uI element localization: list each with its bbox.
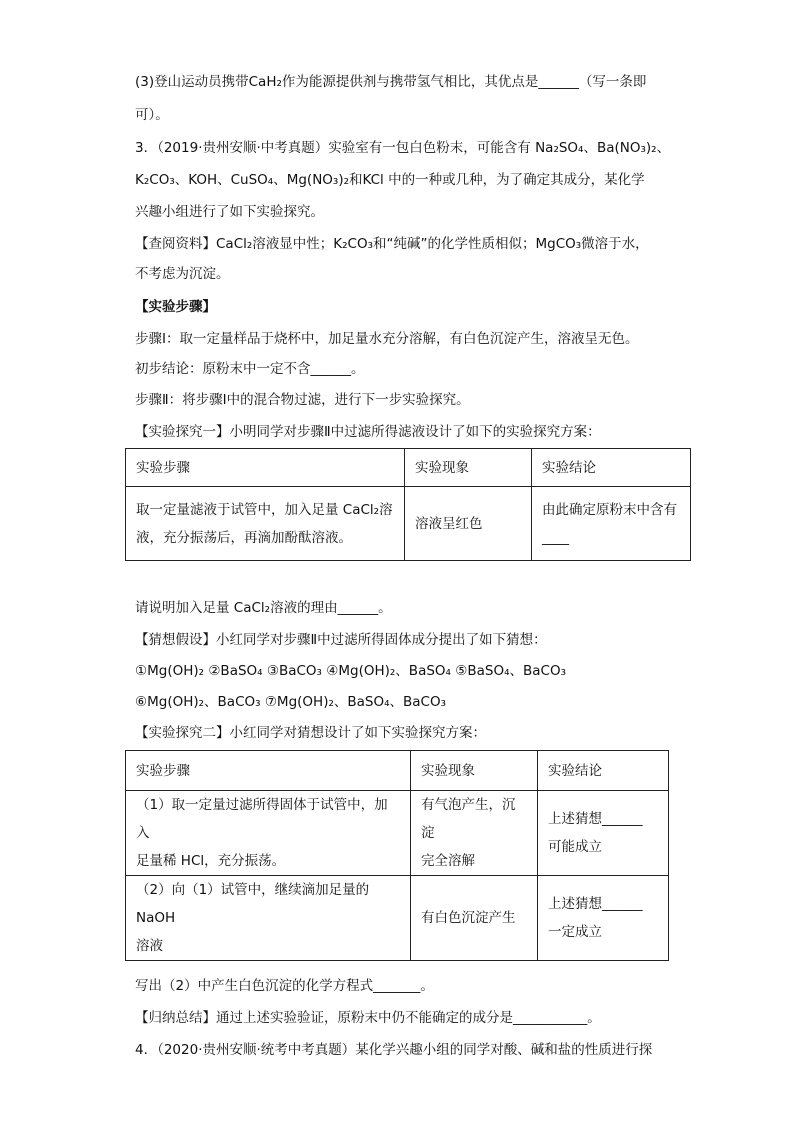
q3-item3-line-b: 可）。 — [135, 107, 169, 123]
table2-header-phenomenon: 实验现象 — [411, 751, 538, 791]
table2-row1-phen-b: 完全溶解 — [421, 853, 475, 869]
table1-conclusion-line-b: ____ — [542, 529, 569, 546]
hypothesis-list-a: ①Mg(OH)₂ ②BaSO₄ ③BaCO₃ ④Mg(OH)₂、BaSO₄ ⑤BaSO₄、BaCO₃ — [135, 663, 566, 679]
q3-item3-line-a: (3)登山运动员携带CaH₂作为能源提供剂与携带氢气相比，其优点是______（写一条即 — [135, 74, 647, 90]
table1-conclusion-cell — [532, 487, 691, 561]
table2-row1-step-a: （1）取一定量过滤所得固体于试管中，加入 — [136, 797, 388, 841]
table2-row2-conc-a: 上述猜想______ — [548, 896, 643, 912]
table2-row2-phenomenon-cell: 有白色沉淀产生 — [411, 876, 538, 961]
explore2-heading: 【实验探究二】小红同学对猜想设计了如下实验探究方案： — [135, 725, 486, 741]
q3-intro-line-a: 3．（2019·贵州安顺·中考真题）实验室有一包白色粉末，可能含有 Na₂SO₄、Ba(NO₃)₂、 — [135, 140, 671, 156]
table2-row1-step-cell — [126, 791, 411, 876]
table2-row1-conc-b: 可能成立 — [548, 839, 602, 855]
hypothesis-list-b: ⑥Mg(OH)₂、BaCO₃ ⑦Mg(OH)₂、BaSO₄、BaCO₃ — [135, 694, 447, 710]
q3-intro-line-b: K₂CO₃、KOH、CuSO₄、Mg(NO₃)₂和KCl 中的一种或几种，为了确定其成分，某化学 — [135, 172, 645, 188]
experiment-table-2 — [125, 750, 669, 961]
table1-step-cell — [126, 487, 405, 561]
hypothesis-heading: 【猜想假设】小红同学对步骤Ⅱ中过滤所得固体成分提出了如下猜想： — [135, 632, 547, 648]
explore1-heading: 【实验探究一】小明同学对步骤Ⅱ中过滤所得滤液设计了如下的实验探究方案： — [135, 424, 601, 440]
table2-row1-conclusion-cell — [538, 791, 669, 876]
equation-line: 写出（2）中产生白色沉淀的化学方程式_______。 — [135, 978, 434, 994]
step2-line: 步骤Ⅱ：将步骤Ⅰ中的混合物过滤，进行下一步实验探究。 — [135, 392, 470, 408]
table2-row2-step-a: （2）向（1）试管中，继续滴加足量的 NaOH — [136, 882, 370, 926]
table2-row1-phen-a: 有气泡产生，沉淀 — [421, 797, 516, 841]
table2-row2-step-b: 溶液 — [136, 938, 163, 954]
table2-row1-step-b: 足量稀 HCl，充分振荡。 — [136, 853, 286, 869]
table1-step-line-a: 取一定量滤液于试管中，加入足量 CaCl₂溶 — [136, 501, 393, 518]
table1-phenomenon-cell: 溶液呈红色 — [405, 487, 532, 561]
table2-row2-conclusion-cell — [538, 876, 669, 961]
table1-conclusion-line-a: 由此确定原粉末中含有 — [542, 501, 677, 518]
info-line-a: 【查阅资料】CaCl₂溶液显中性；K₂CO₃和“纯碱”的化学性质相似；MgCO₃微溶于水， — [135, 236, 649, 252]
experiment-table-1 — [125, 448, 691, 561]
table2-header-step: 实验步骤 — [126, 751, 411, 791]
reason-line: 请说明加入足量 CaCl₂溶液的理由______。 — [135, 600, 392, 616]
table1-header-phenomenon: 实验现象 — [405, 449, 532, 487]
info-line-b: 不考虑为沉淀。 — [135, 266, 230, 282]
table2-row1-phenomenon-cell — [411, 791, 538, 876]
table2-row2-step-cell — [126, 876, 411, 961]
steps-heading: 【实验步骤】 — [135, 299, 216, 315]
table1-step-line-b: 液，充分振荡后，再滴加酚酞溶液。 — [136, 529, 352, 546]
q4-line: 4．（2020·贵州安顺·统考中考真题）某化学兴趣小组的同学对酸、碱和盐的性质进行探 — [135, 1042, 653, 1058]
conclusion1-line: 初步结论：原粉末中一定不含______。 — [135, 361, 365, 377]
table2-header-conclusion: 实验结论 — [538, 751, 669, 791]
table1-header-conclusion: 实验结论 — [532, 449, 691, 487]
table1-header-step: 实验步骤 — [126, 449, 405, 487]
summary-line: 【归纳总结】通过上述实验验证，原粉末中仍不能确定的成分是___________。 — [135, 1010, 601, 1026]
table2-row1-conc-a: 上述猜想______ — [548, 811, 643, 827]
table2-row2-conc-b: 一定成立 — [548, 924, 602, 940]
q3-intro-line-c: 兴趣小组进行了如下实验探究。 — [135, 204, 324, 220]
step1-line: 步骤Ⅰ：取一定量样品于烧杯中，加足量水充分溶解，有白色沉淀产生，溶液呈无色。 — [135, 331, 639, 347]
